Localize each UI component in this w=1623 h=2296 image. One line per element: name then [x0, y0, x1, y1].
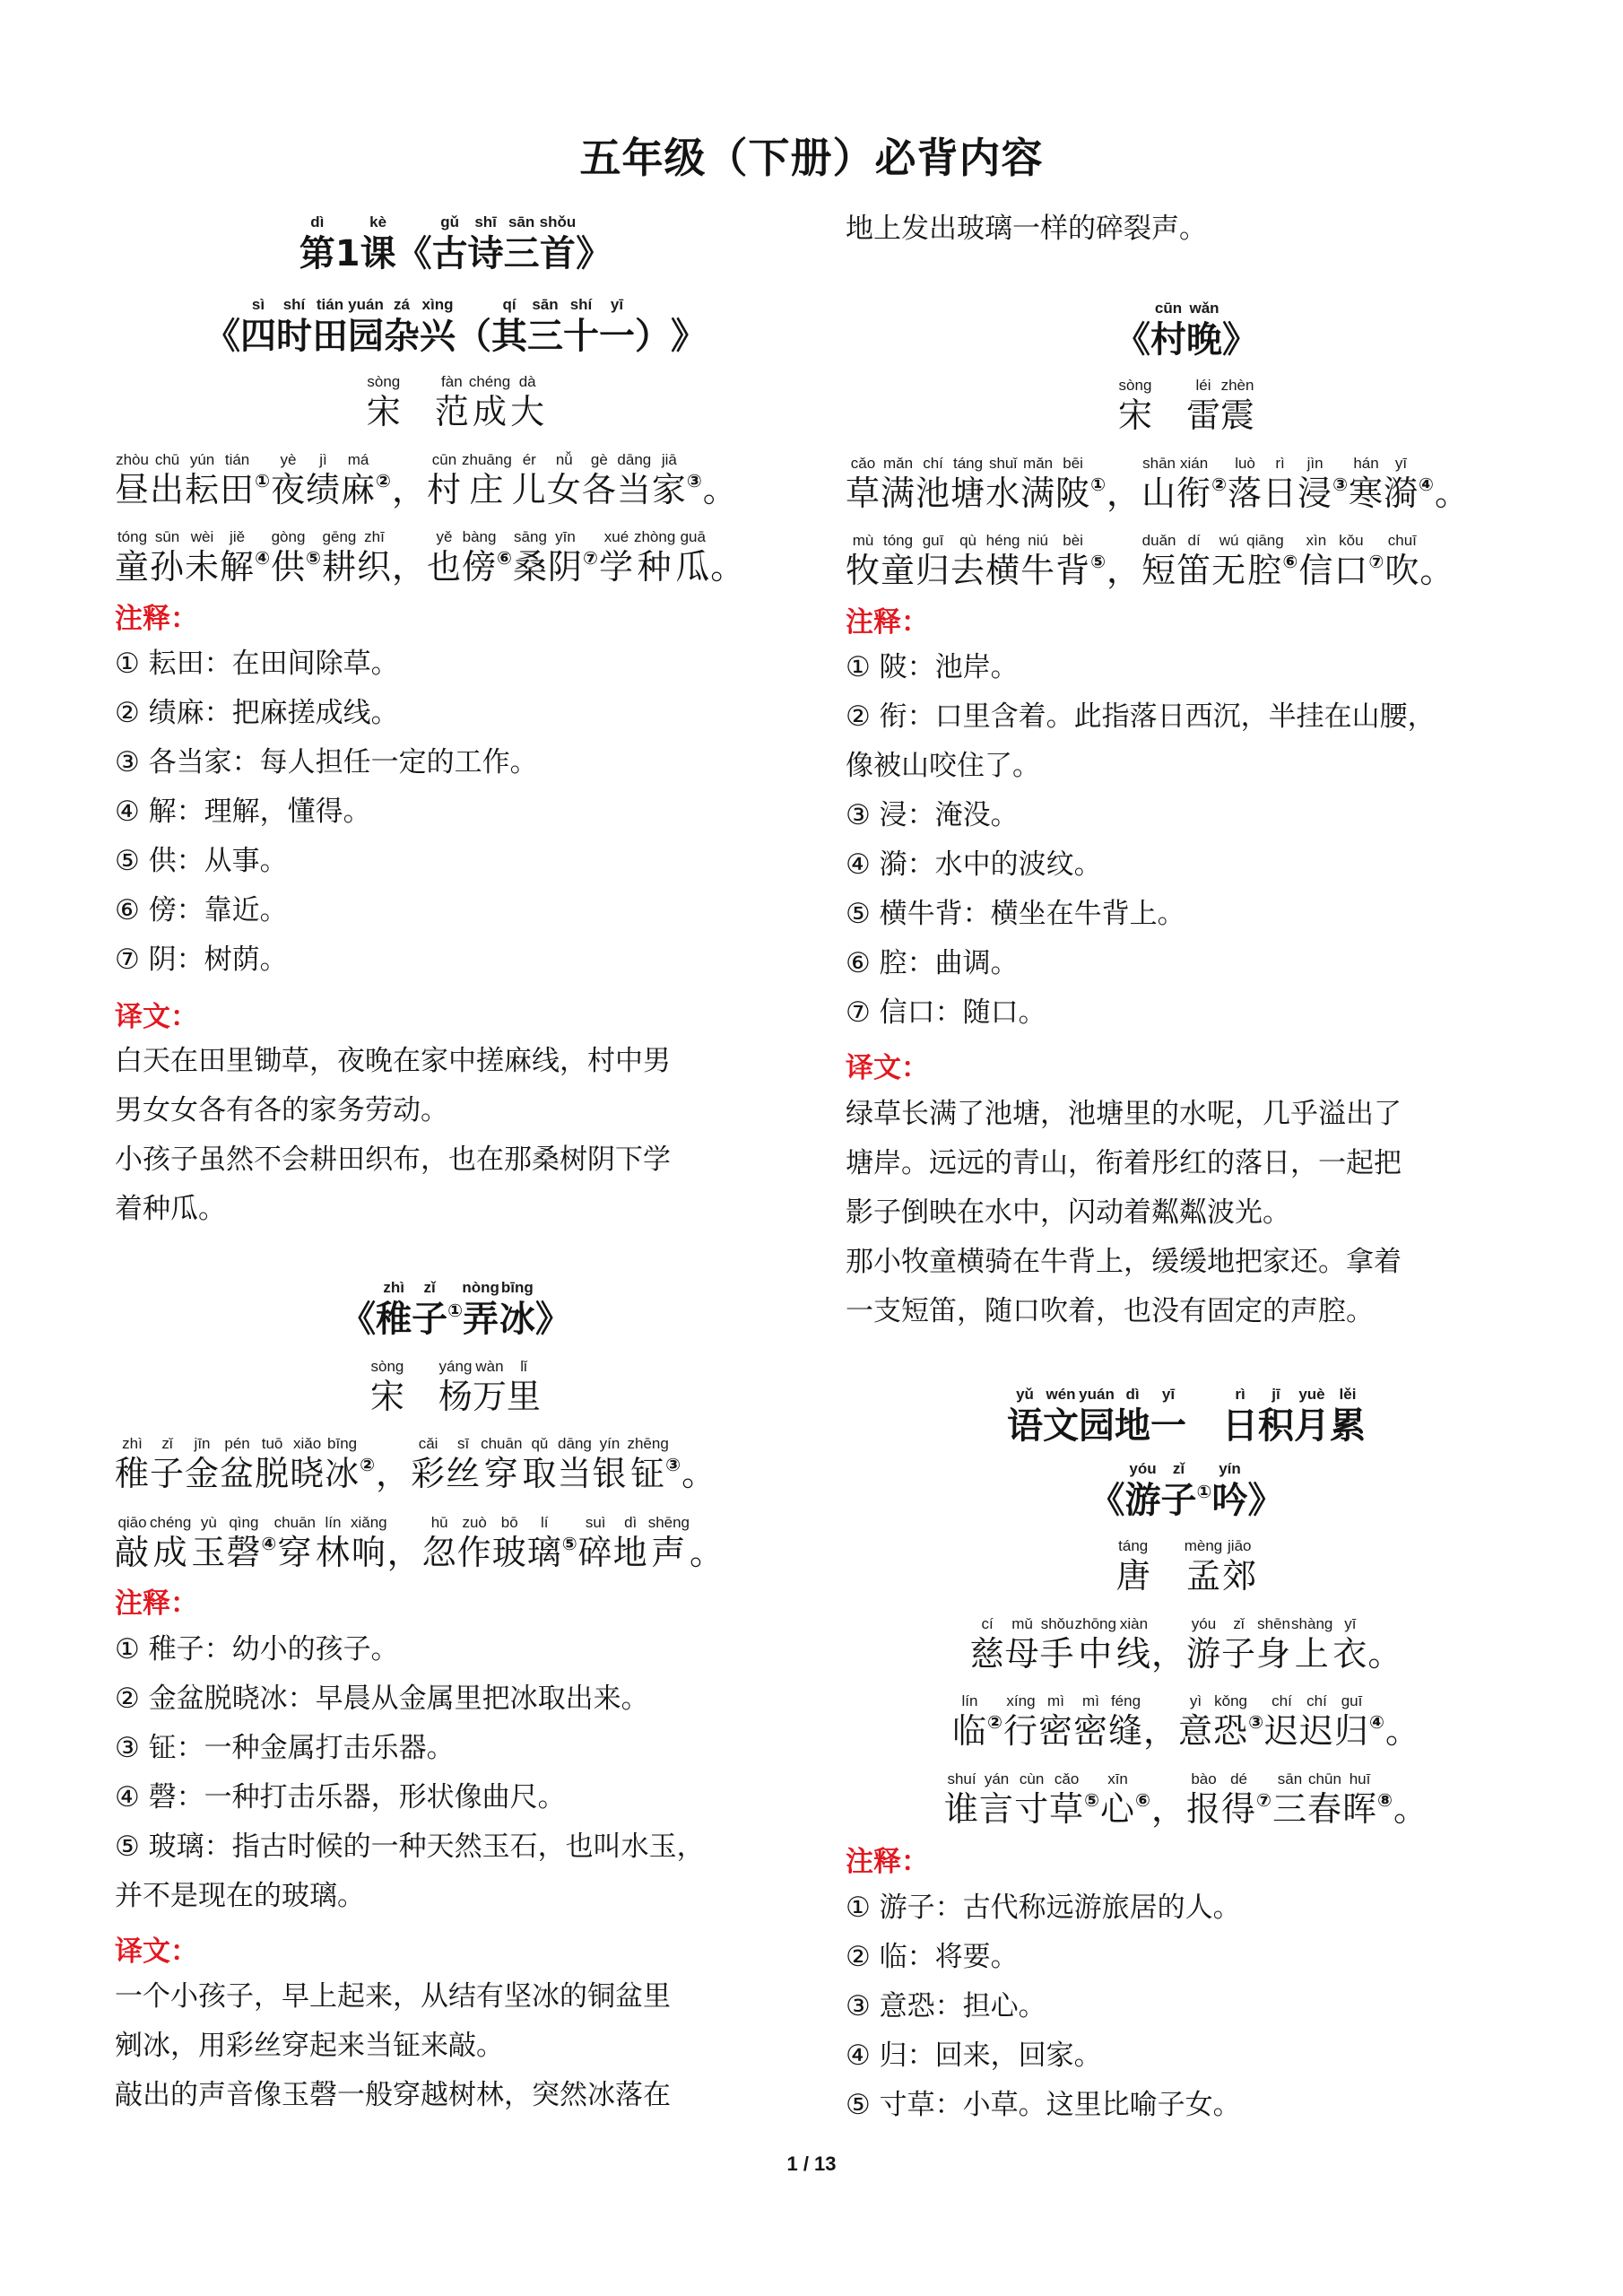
poem-author-fan-chengda — [115, 373, 796, 429]
annotated-char: 。 — [1384, 1711, 1420, 1751]
annotated-char: 田tián — [220, 451, 256, 509]
annotated-char: 响xiǎng — [351, 1514, 387, 1572]
annotated-char: 四sì — [240, 296, 276, 357]
annotated-char: ， — [1150, 1789, 1186, 1829]
annotated-char: ， — [1107, 551, 1142, 590]
annotated-char: 子zǐ — [1160, 1460, 1197, 1521]
translation-label: 译文： — [846, 1052, 929, 1084]
annotated-char: （ — [456, 316, 491, 357]
annotated-char — [1186, 1405, 1222, 1447]
annotated-char: ， — [386, 1533, 422, 1572]
annotated-char: 临lín — [952, 1692, 988, 1751]
annotated-char: 塘táng — [950, 455, 986, 513]
translation-line: 敲出的声音像玉磬一般穿越树林，突然冰落在 — [115, 2079, 671, 2111]
annotated-char: 。 — [1419, 551, 1455, 590]
annotated-char: 手shǒu — [1039, 1615, 1075, 1674]
annotated-char: 三sān — [527, 296, 563, 357]
annotated-char: 》 — [671, 316, 707, 357]
translation-text — [115, 1037, 796, 1234]
poem-verse — [115, 1514, 796, 1570]
annotated-char: 声shēng — [647, 1514, 690, 1572]
annotated-char: 浸jìn — [1298, 455, 1333, 513]
annotated-char: 村cūn — [1150, 300, 1186, 361]
annotated-char: 其qí — [491, 296, 527, 357]
note-item: ③ 各当家：每人担任一定的工作。 — [115, 746, 538, 778]
annotated-char: 子zǐ — [412, 1279, 448, 1340]
annotated-char: 。 — [1434, 474, 1470, 513]
translation-line: 着种瓜。 — [115, 1193, 226, 1225]
translation-line: 男女女各有各的家务劳动。 — [115, 1094, 448, 1126]
annotated-char: ） — [635, 316, 671, 357]
notes-list — [846, 1883, 1527, 2130]
note-item: ③ 钲：一种金属打击乐器。 — [115, 1732, 455, 1764]
translation-line: 塘岸。远远的青山，衔着彤红的落日，一起把 — [846, 1147, 1402, 1179]
annotated-char: 种zhòng — [633, 528, 676, 587]
notes-label: 注释： — [115, 1587, 198, 1620]
notes-label: 注释： — [846, 1846, 929, 1878]
annotated-char: 春chūn — [1306, 1770, 1342, 1829]
annotated-char: 家jiā — [651, 451, 687, 509]
footnote-marker: ⑦ — [1368, 551, 1385, 572]
note-item: ③ 意恐：担心。 — [846, 1990, 1046, 2022]
annotated-char: 作zuò — [456, 1514, 492, 1572]
annotated-char: 。 — [690, 1533, 725, 1572]
poem-title-cun-wan — [846, 300, 1527, 361]
annotated-char: 》 — [1247, 1480, 1284, 1521]
annotated-char: 解jiě — [220, 528, 256, 587]
annotated-char: 日rì — [1263, 455, 1298, 513]
annotated-char: 里lǐ — [507, 1358, 542, 1416]
poem-verse — [846, 455, 1527, 513]
note-item: ④ 归：回来，回家。 — [846, 2039, 1102, 2072]
note-item: ⑦ 阴：树荫。 — [115, 944, 288, 976]
page-number: 1 / 13 — [786, 2152, 837, 2175]
note-item: ③ 浸：淹没。 — [846, 799, 1019, 831]
annotated-char: 耘yún — [185, 451, 221, 509]
footnote-marker: ③ — [686, 470, 703, 491]
annotated-char: 身shēn — [1256, 1615, 1292, 1674]
annotated-char: 草cǎo — [1049, 1770, 1085, 1829]
translation-text — [115, 1972, 796, 2120]
annotated-char: 陂bēi — [1055, 455, 1091, 513]
annotated-char: 耕gēng — [321, 528, 357, 587]
annotated-char: 缝féng — [1108, 1692, 1144, 1751]
annotated-char: 慈cí — [969, 1615, 1005, 1674]
annotated-char: 林lín — [315, 1514, 351, 1572]
annotated-char: 报bào — [1186, 1770, 1222, 1829]
translation-line: 绿草长满了池塘，池塘里的水呢，几乎溢出了 — [846, 1098, 1402, 1130]
annotated-char: 冰bīng — [325, 1435, 360, 1493]
annotated-char: 课kè — [360, 213, 396, 274]
note-item: ④ 解：理解，懂得。 — [115, 796, 371, 828]
annotated-char: 》 — [576, 233, 612, 274]
footnote-marker: ③ — [665, 1454, 682, 1475]
note-item: 并不是现在的玻璃。 — [115, 1880, 365, 1912]
annotated-char: 儿ér — [511, 451, 547, 509]
annotated-char: 成chéng — [150, 1514, 192, 1572]
annotated-char: 兴xìng — [420, 296, 456, 357]
footnote-marker: ⑦ — [583, 547, 599, 569]
note-item: ② 临：将要。 — [846, 1941, 1019, 1973]
annotated-char: 横héng — [985, 532, 1021, 590]
footnote-marker: ① — [447, 1300, 464, 1321]
annotated-char: 出chū — [150, 451, 186, 509]
annotated-char — [404, 1377, 438, 1416]
footnote-marker: ② — [360, 1454, 377, 1475]
notes-list — [115, 639, 796, 985]
poem-title-zhizi-nongbing — [115, 1279, 796, 1340]
annotated-char: 《 — [1089, 1480, 1125, 1521]
annotated-char: 山shān — [1141, 455, 1177, 513]
annotated-char: ， — [1150, 1634, 1186, 1674]
annotated-char: 迟chí — [1264, 1692, 1300, 1751]
annotated-char: 吟yín — [1211, 1460, 1248, 1521]
footnote-marker: ① — [1196, 1481, 1212, 1502]
annotated-char: 月yuè — [1294, 1386, 1330, 1447]
note-item: ② 绩麻：把麻搓成线。 — [115, 697, 399, 729]
annotated-char: 草cǎo — [846, 455, 881, 513]
note-item: ④ 磬：一种打击乐器，形状像曲尺。 — [115, 1781, 566, 1813]
note-item: ① 稚子：幼小的孩子。 — [115, 1633, 399, 1665]
note-item: ① 陂：池岸。 — [846, 651, 1019, 683]
footnote-marker: ⑥ — [1282, 551, 1299, 572]
annotated-char: 累lěi — [1330, 1386, 1366, 1447]
annotated-char: 。 — [1367, 1634, 1403, 1674]
annotated-char: 1 — [334, 233, 360, 274]
annotated-char: 傍bàng — [462, 528, 498, 587]
annotated-char: 范fàn — [434, 373, 469, 431]
annotated-char: 地dì — [612, 1514, 648, 1572]
annotated-char: 绩jì — [306, 451, 342, 509]
footnote-marker: ③ — [1332, 474, 1350, 495]
annotated-char: 落luò — [1228, 455, 1263, 513]
note-item: ⑤ 横牛背：横坐在牛背上。 — [846, 898, 1185, 930]
annotated-char: 盆pén — [220, 1435, 256, 1493]
poem-verse — [115, 451, 796, 507]
annotated-char: 弄nòng — [462, 1279, 499, 1340]
annotated-char: 女nǚ — [546, 451, 582, 509]
annotated-char: 游yóu — [1186, 1615, 1222, 1674]
annotated-char: ， — [391, 470, 427, 509]
note-item: ⑥ 腔：曲调。 — [846, 947, 1019, 979]
annotated-char: 短duǎn — [1141, 532, 1177, 590]
annotated-char: 信xìn — [1298, 532, 1334, 590]
note-item: ④ 漪：水中的波纹。 — [846, 848, 1102, 881]
footnote-marker: ⑤ — [306, 547, 322, 569]
annotated-char: 当dāng — [616, 451, 652, 509]
annotated-char: ， — [1143, 1711, 1179, 1751]
annotated-char: 。 — [702, 470, 738, 509]
poem-verse — [846, 1692, 1527, 1751]
footnote-marker: ④ — [255, 547, 271, 569]
annotated-char: 童tóng — [115, 528, 151, 587]
annotated-char: 心xīn — [1100, 1770, 1136, 1829]
annotated-char: 意yì — [1178, 1692, 1214, 1751]
footnote-marker: ① — [255, 470, 271, 491]
footnote-marker: ⑤ — [561, 1533, 578, 1554]
annotated-char: 村cūn — [427, 451, 463, 509]
annotated-char: 密mì — [1037, 1692, 1073, 1751]
annotated-char: 牛niú — [1020, 532, 1056, 590]
annotated-char: 。 — [710, 547, 746, 587]
annotated-char: 园yuán — [1079, 1386, 1115, 1447]
annotated-char: 磬qìng — [226, 1514, 262, 1572]
annotated-char: 取qǔ — [522, 1435, 558, 1493]
annotated-char: 冰bīng — [499, 1279, 535, 1340]
poem-verse — [846, 1770, 1527, 1829]
annotated-char: 满mǎn — [1020, 455, 1056, 513]
annotated-char: 一yī — [599, 296, 635, 357]
annotated-char: 未wèi — [185, 528, 221, 587]
annotated-char: 恐kǒng — [1213, 1692, 1249, 1751]
annotated-char: 线xiàn — [1115, 1615, 1151, 1674]
footnote-marker: ② — [1211, 474, 1228, 495]
annotated-char: 语yǔ — [1007, 1386, 1043, 1447]
annotated-char: 口kǒu — [1333, 532, 1369, 590]
annotated-char: 积jī — [1258, 1386, 1294, 1447]
annotated-char: 》 — [534, 1299, 571, 1340]
annotated-char: 水shuǐ — [985, 455, 1021, 513]
footnote-marker: ④ — [1419, 474, 1435, 495]
note-item: ⑦ 信口：随口。 — [846, 996, 1046, 1029]
annotated-char: 稚zhì — [115, 1435, 151, 1493]
annotated-char: 田tián — [312, 296, 348, 357]
annotated-char: 三sān — [503, 213, 540, 274]
footnote-marker: ⑤ — [1090, 551, 1107, 572]
footnote-marker: ⑦ — [1256, 1789, 1272, 1811]
poem-author-lei-zhen — [846, 377, 1527, 435]
annotated-char: 》 — [1222, 319, 1258, 361]
annotated-char: 首shǒu — [539, 213, 577, 274]
annotated-char: 一yī — [1150, 1386, 1186, 1447]
footnote-marker: ⑤ — [1084, 1789, 1101, 1811]
annotated-char: 供gòng — [271, 528, 307, 587]
translation-label: 译文： — [115, 1001, 198, 1033]
annotated-char: 忽hū — [421, 1514, 457, 1572]
translation-line: 那小牧童横骑在牛背上，缓缓地把家还。拿着 — [846, 1246, 1402, 1278]
annotated-char: 稚zhì — [376, 1279, 412, 1340]
annotated-char — [1150, 1556, 1185, 1596]
footnote-marker: ③ — [1248, 1711, 1264, 1733]
annotated-char: 玻bō — [491, 1514, 527, 1572]
annotated-char: 十shí — [563, 296, 599, 357]
note-item: ⑤ 供：从事。 — [115, 845, 288, 877]
annotated-char: 银yín — [592, 1435, 628, 1493]
annotated-char: 穿chuān — [481, 1435, 523, 1493]
annotated-char: 三sān — [1271, 1770, 1307, 1829]
note-item: ⑥ 傍：靠近。 — [115, 894, 288, 926]
annotated-char: 《 — [1115, 319, 1150, 361]
footnote-marker: ⑥ — [1135, 1789, 1151, 1811]
annotated-char: 郊jiāo — [1222, 1537, 1257, 1596]
note-item: ② 衔：口里含着。此指落日西沉，半挂在山腰， — [846, 700, 1436, 733]
annotated-char: 唐táng — [1115, 1537, 1150, 1596]
annotated-char: 牧mù — [846, 532, 881, 590]
annotated-char: 时shí — [276, 296, 312, 357]
translation-label: 译文： — [115, 1935, 198, 1968]
annotated-char: 麻má — [341, 451, 377, 509]
annotated-char: 密mì — [1072, 1692, 1108, 1751]
annotated-char: 宋sòng — [366, 373, 401, 431]
footnote-marker: ① — [1090, 474, 1107, 495]
page-title: 五年级（下册）必背内容 — [579, 134, 1044, 182]
annotated-char: 得dé — [1221, 1770, 1257, 1829]
annotated-char: 背bèi — [1055, 532, 1091, 590]
annotated-char: 《 — [340, 1299, 377, 1340]
annotated-char: 寒hán — [1349, 455, 1384, 513]
annotated-char: 孟mèng — [1184, 1537, 1223, 1596]
annotated-char — [1152, 396, 1186, 435]
annotated-char: 中zhōng — [1074, 1615, 1116, 1674]
poem-verse — [846, 532, 1527, 590]
annotated-char: 杨yáng — [438, 1358, 473, 1416]
annotated-char: 当dāng — [557, 1435, 593, 1493]
annotated-char: 晚wǎn — [1186, 300, 1222, 361]
notes-list — [846, 643, 1527, 1038]
annotated-char: 。 — [1393, 1789, 1428, 1829]
note-item: ① 游子：古代称远游旅居的人。 — [846, 1892, 1241, 1924]
annotated-char: 各gè — [581, 451, 617, 509]
annotated-char: 脱tuō — [255, 1435, 291, 1493]
annotated-char: 钲zhēng — [627, 1435, 669, 1493]
annotated-char: 玉yù — [191, 1514, 227, 1572]
footnote-marker: ② — [376, 470, 392, 491]
annotated-char: 丝sī — [446, 1435, 482, 1493]
annotated-char: 古gǔ — [431, 213, 468, 274]
annotated-char: 园yuán — [348, 296, 384, 357]
annotated-char: 迟chí — [1299, 1692, 1335, 1751]
annotated-char: 寸cùn — [1014, 1770, 1050, 1829]
annotated-char: 母mǔ — [1004, 1615, 1040, 1674]
annotated-char: 无wú — [1211, 532, 1247, 590]
note-item: ⑤ 玻璃：指古时候的一种天然玉石，也叫水玉， — [115, 1831, 705, 1863]
annotated-char: 金jīn — [185, 1435, 221, 1493]
translation-line: 白天在田里锄草，夜晚在家中搓麻线，村中男 — [115, 1045, 671, 1077]
annotated-char: 满mǎn — [881, 455, 916, 513]
annotated-char: 《 — [395, 233, 432, 274]
annotated-char: 笛dí — [1176, 532, 1212, 590]
annotated-char: 。 — [681, 1454, 717, 1493]
annotated-char: 孙sūn — [150, 528, 186, 587]
footnote-marker: ④ — [261, 1533, 278, 1554]
annotated-char: 去qù — [950, 532, 986, 590]
annotated-char: ， — [391, 547, 427, 587]
note-item: ② 金盆脱晓冰：早晨从金属里把冰取出来。 — [115, 1683, 649, 1715]
annotated-char: 文wén — [1043, 1386, 1079, 1447]
annotated-char: 言yán — [979, 1770, 1015, 1829]
translation-line: 剜冰，用彩丝穿起来当钲来敲。 — [115, 2030, 504, 2062]
annotated-char: 子zǐ — [150, 1435, 186, 1493]
translation-line: 影子倒映在水中，闪动着粼粼波光。 — [846, 1196, 1290, 1229]
annotated-char: 也yě — [427, 528, 463, 587]
poem-author-meng-jiao — [846, 1537, 1527, 1596]
footnote-marker: ② — [987, 1711, 1003, 1733]
annotated-char: 衔xián — [1176, 455, 1212, 513]
annotated-char: 晓xiǎo — [290, 1435, 325, 1493]
annotated-char: 衣yī — [1332, 1615, 1368, 1674]
footnote-marker: ④ — [1369, 1711, 1385, 1733]
section-heading-yuwen-yuandi — [846, 1386, 1527, 1447]
notes-label: 注释： — [846, 606, 929, 639]
annotated-char: 碎suì — [577, 1514, 613, 1572]
annotated-char: 地dì — [1115, 1386, 1150, 1447]
annotated-char: 上shàng — [1291, 1615, 1333, 1674]
translation-text — [846, 1090, 1527, 1336]
poem-title-sishi-tianyuan — [115, 296, 796, 357]
annotated-char: 行xíng — [1002, 1692, 1038, 1751]
annotated-char: ， — [1107, 474, 1142, 513]
annotated-char: 穿chuān — [273, 1514, 316, 1572]
poem-verse — [115, 1435, 796, 1491]
note-item: ① 耘田：在田间除草。 — [115, 648, 399, 680]
poem-title-youzi-yin — [846, 1460, 1527, 1521]
annotated-char: 谁shuí — [944, 1770, 980, 1829]
note-item: 像被山咬住了。 — [846, 750, 1040, 782]
annotated-char: 瓜guā — [675, 528, 711, 587]
annotated-char: 第dì — [299, 213, 335, 274]
annotated-char: 吹chuī — [1384, 532, 1420, 590]
poem-verse — [115, 528, 796, 587]
annotated-char: 学xué — [598, 528, 634, 587]
translation-line: 一个小孩子，早上起来，从结有坚冰的铜盆里 — [115, 1980, 671, 2013]
annotated-char: 杂zá — [384, 296, 420, 357]
annotated-char: 《 — [204, 316, 240, 357]
annotated-char: 万wàn — [473, 1358, 508, 1416]
footnote-marker: ⑥ — [497, 547, 513, 569]
annotated-char: 池chí — [916, 455, 951, 513]
annotated-char: 漪yī — [1384, 455, 1419, 513]
footnote-marker: ⑧ — [1377, 1789, 1393, 1811]
annotated-char: 晖huī — [1342, 1770, 1378, 1829]
annotated-char: 成chéng — [468, 373, 511, 431]
annotated-char: 夜yè — [271, 451, 307, 509]
annotated-char: 大dà — [510, 373, 545, 431]
annotated-char: 敲qiāo — [115, 1514, 151, 1572]
poem-author-yang-wanli — [115, 1358, 796, 1416]
annotated-char: 雷léi — [1186, 377, 1221, 435]
annotated-char: 桑sāng — [512, 528, 548, 587]
annotated-char: 璃lí — [526, 1514, 562, 1572]
annotated-char: 日rì — [1222, 1386, 1258, 1447]
translation-line: 一支短笛，随口吹着，也没有固定的声腔。 — [846, 1295, 1374, 1327]
annotated-char: 腔qiāng — [1246, 532, 1284, 590]
annotated-char: ， — [376, 1454, 412, 1493]
annotated-char: 庄zhuāng — [462, 451, 512, 509]
annotated-char: 震zhèn — [1220, 377, 1255, 435]
annotated-char: 宋sòng — [369, 1358, 404, 1416]
note-item: ⑤ 寸草：小草。这里比喻子女。 — [846, 2089, 1241, 2121]
translation-continued: 地上发出玻璃一样的碎裂声。 — [846, 213, 1207, 245]
annotated-char: 彩cǎi — [411, 1435, 447, 1493]
annotated-char: 游yóu — [1124, 1460, 1161, 1521]
annotated-char — [401, 392, 435, 431]
annotated-char: 阴yīn — [547, 528, 583, 587]
notes-list — [115, 1625, 796, 1921]
poem-verse — [846, 1615, 1527, 1674]
annotated-char: 归guī — [1334, 1692, 1370, 1751]
annotated-char: 宋sòng — [1117, 377, 1152, 435]
notes-label: 注释： — [115, 603, 198, 635]
annotated-char: 童tóng — [881, 532, 916, 590]
lesson-heading — [115, 213, 796, 272]
annotated-char: 子zǐ — [1221, 1615, 1257, 1674]
annotated-char: 诗shī — [467, 213, 504, 274]
annotated-char: 归guī — [916, 532, 951, 590]
translation-line: 小孩子虽然不会耕田织布，也在那桑树阴下学 — [115, 1144, 671, 1176]
annotated-char: 昼zhòu — [115, 451, 151, 509]
annotated-char: 织zhī — [356, 528, 392, 587]
